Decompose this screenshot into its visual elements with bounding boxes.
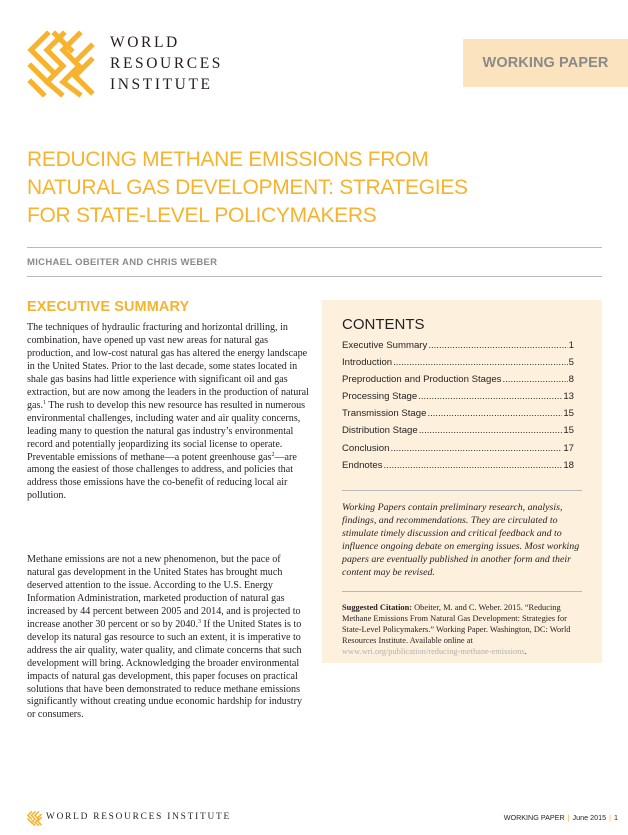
footer-date: June 2015 [572, 813, 607, 822]
divider-bottom [27, 276, 602, 277]
footnote-ref-1[interactable]: 1 [42, 399, 46, 406]
wri-logo-icon [27, 30, 95, 98]
footnote-ref-2[interactable]: 2 [271, 451, 275, 458]
wri-footer-logo-icon [27, 811, 42, 826]
toc-page-number: 1 [568, 340, 574, 351]
authors: MICHAEL OBEITER AND CHRIS WEBER [27, 257, 218, 268]
working-paper-note: Working Papers contain preliminary research, analysis, findings, and recommendations. They are circulated to stimulate timely discussion and critical feedback and to influence ongoing debate on emerging issues. Most working papers are eventually published in another form and their content may be revised. [342, 502, 580, 579]
citation-label: Suggested Citation: [342, 603, 413, 612]
toc-page-number: 5 [568, 357, 574, 369]
toc-item-preproduction[interactable] [342, 371, 574, 388]
footer-separator: | [609, 813, 611, 822]
toc-page-number: 13 [563, 391, 574, 403]
para1-text-a: The techniques of hydraulic fracturing and horizontal drilling, in combination, have opened up vast new areas for natural gas production, and low-cost natural gas has altered the energy landscape in the United States. Prior to the last decade, some states located in shale gas basins had little experience with significant oil and gas extraction, but are now among the leaders in the production of natural gas. [27, 322, 309, 411]
logo-wordmark [110, 32, 223, 95]
toc-item-endnotes[interactable] [342, 457, 574, 474]
toc-page-number: 17 [563, 442, 574, 454]
exec-summary-paragraph-2 [27, 554, 310, 722]
table-of-contents [342, 337, 574, 474]
toc-label: Introduction [342, 357, 393, 369]
toc-leader [418, 388, 562, 405]
toc-page-number: 8 [568, 374, 574, 386]
toc-label: Endnotes [342, 459, 383, 471]
citation-text: Obeiter, M. and C. Weber. 2015. “Reducing Methane Emissions From Natural Gas Development: Strategies for State-Level Policymakers.” Working Paper. Washington, DC: World Resources Institute. Available online at [342, 603, 571, 645]
toc-leader [384, 457, 563, 474]
logo-line-1: WORLD [110, 34, 180, 51]
logo-line-3: INSTITUTE [110, 76, 213, 93]
toc-label: Conclusion [342, 442, 390, 454]
divider-top [27, 247, 602, 248]
footnote-ref-3[interactable]: 3 [197, 618, 201, 625]
citation-link[interactable]: www.wri.org/publication/reducing-methane-emissions [342, 646, 525, 656]
toc-label: Preproduction and Production Stages [342, 374, 502, 386]
toc-page-number: 15 [563, 425, 574, 437]
toc-label: Executive Summary [342, 340, 428, 351]
toc-label: Processing Stage [342, 391, 418, 403]
toc-label: Distribution Stage [342, 425, 418, 437]
toc-item-introduction[interactable] [342, 354, 574, 371]
toc-leader [390, 440, 562, 457]
para2-text-b: If the United States is to develop its natural gas resource to such an extent, it is imperative to address the air quality, water quality, and climate concerns that such development will bring. Acknowledging the broader environmental impacts of natural gas development, this paper focuses on practical solutions that have been demonstrated to reduce methane emissions significantly without creating undue economic hardship for industry or consumers. [27, 618, 302, 721]
paper-title [27, 146, 587, 230]
footer-institute-name: WORLD RESOURCES INSTITUTE [46, 812, 231, 822]
para2-text-a: Methane emissions are not a new phenomenon, but the pace of natural gas development in the United States has brought much deserved attention to the issue. According to the U.S. Energy Information Administration, marketed production of natural gas increased by 44 percent between 2005 and 2014, and is projected to increase another 30 percent or so by 2040. [27, 554, 301, 630]
footer-separator: | [567, 813, 570, 822]
toc-item-conclusion[interactable] [342, 440, 574, 457]
toc-page-number: 18 [563, 459, 574, 471]
toc-label: Transmission Stage [342, 408, 427, 420]
toc-leader [419, 422, 563, 439]
toc-item-processing[interactable] [342, 388, 574, 405]
toc-leader [502, 371, 567, 388]
title-line-1: REDUCING METHANE EMISSIONS FROM [27, 148, 429, 171]
toc-page-number: 15 [563, 408, 574, 420]
toc-item-transmission[interactable] [342, 405, 574, 422]
contents-heading: CONTENTS [342, 316, 425, 333]
toc-item-executive-summary[interactable] [342, 337, 574, 354]
title-line-2: NATURAL GAS DEVELOPMENT: STRATEGIES [27, 176, 468, 199]
footer-doc-type: WORKING PAPER [503, 813, 565, 822]
exec-summary-paragraph-1 [27, 322, 310, 503]
title-line-3: FOR STATE-LEVEL POLICYMAKERS [27, 204, 377, 227]
sidebar-divider-2 [342, 591, 582, 592]
sidebar-divider-1 [342, 490, 582, 491]
toc-leader [428, 337, 567, 354]
toc-item-distribution[interactable] [342, 422, 574, 439]
suggested-citation [342, 603, 584, 658]
toc-leader [427, 405, 562, 422]
para1-text-c: —are among the easiest of those challenges to address, and policies that address those emissions have the co-benefit of reducing local air pollution. [27, 451, 297, 502]
footer-page-number: 1 [614, 813, 618, 822]
executive-summary-heading: EXECUTIVE SUMMARY [27, 299, 190, 315]
working-paper-badge: WORKING PAPER [463, 39, 628, 87]
para1-text-b: The rush to develop this new resource has resulted in numerous environmental challenges, including water and air quality concerns, leading many to question the natural gas industry’s environmental record and potentially jeopardizing its social license to operate. Preventable emissions of methane—a potent greenhouse gas [27, 399, 306, 463]
footer-page-info [440, 813, 618, 822]
toc-leader [393, 354, 568, 371]
logo-line-2: RESOURCES [110, 55, 223, 72]
citation-end: . [524, 646, 527, 656]
